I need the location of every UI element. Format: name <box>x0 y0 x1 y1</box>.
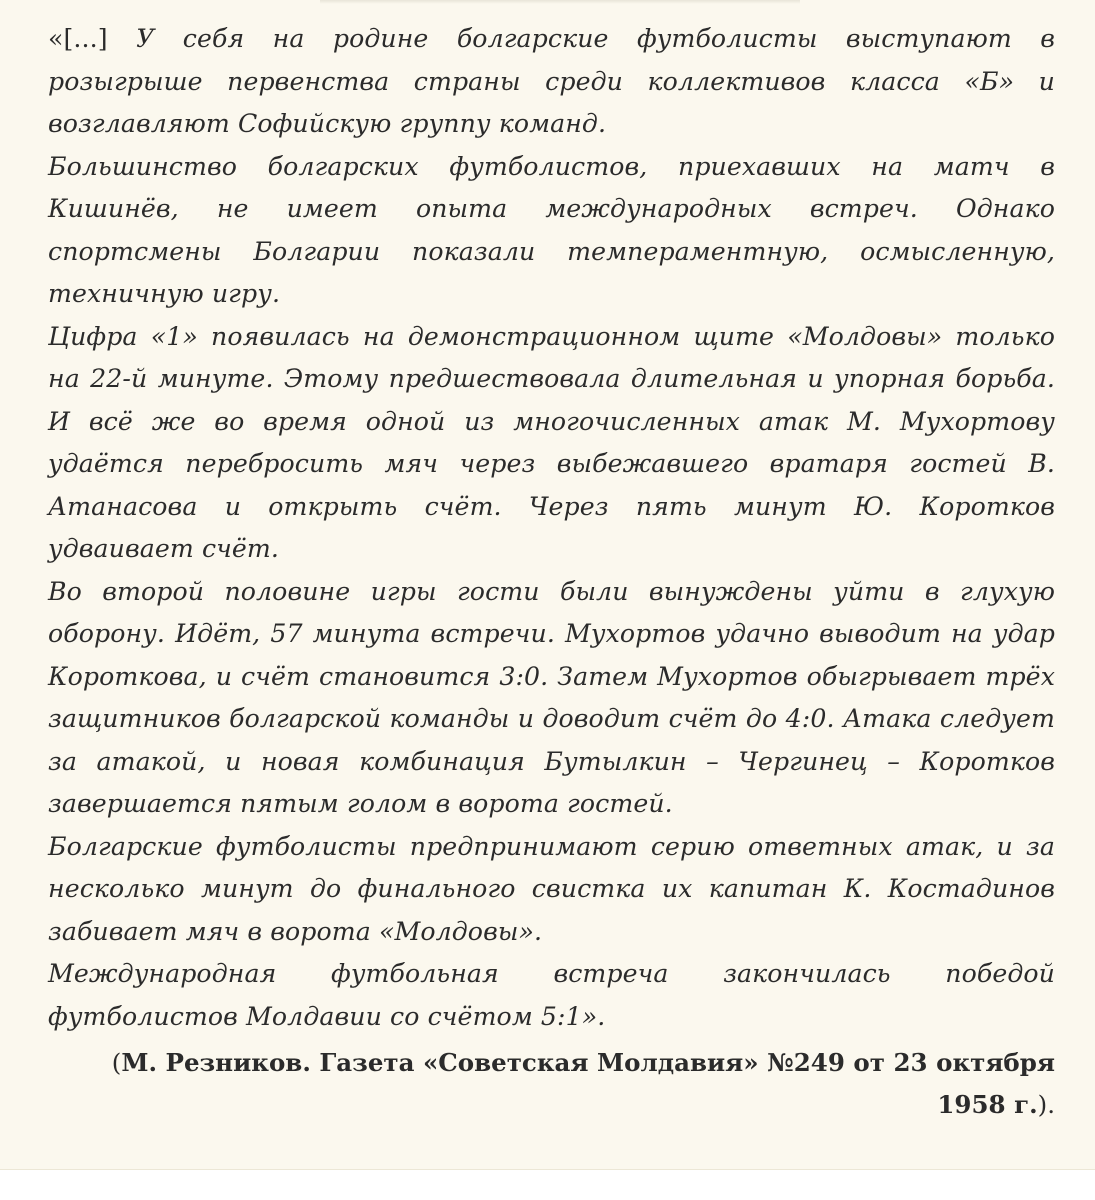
open-bracket: «[...] <box>48 24 108 53</box>
paragraph-4: Во второй половине игры гости были вынуждены уйти в глухую оборону. Идёт, 57 минута встречи. Мухортов удачно выводит на удар Короткова, и счёт становится 3:0. Затем Мухортов обыгрывает трёх защитников болгарской команды и доводит счёт до 4:0. Атака следует за атакой, и новая комбинация Бутылкин – Чергинец – Коротков завершается пятым голом в ворота гостей. <box>48 576 1055 818</box>
source-citation <box>48 1042 1055 1126</box>
source-open-paren: ( <box>111 1048 122 1077</box>
paragraph-1-text: У себя на родине болгарские футболисты выступают в розыгрыше первенства страны среди коллективов класса «Б» и возглавляют Софийскую группу команд. <box>48 24 1055 138</box>
paragraph-6: Международная футбольная встреча закончилась победой футболистов Молдавии со счётом 5:1». <box>48 959 1055 1031</box>
source-close-paren: ). <box>1037 1090 1055 1119</box>
paragraph-5: Болгарские футболисты предпринимают серию ответных атак, и за несколько минут до финального свистка их капитан К. Костадинов забивает мяч в ворота «Молдовы». <box>48 831 1055 946</box>
source-text: М. Резников. Газета «Советская Молдавия» №249 от 23 октября 1958 г. <box>121 1048 1055 1119</box>
article-quote <box>48 18 1055 1038</box>
paragraph-1 <box>48 18 1055 146</box>
paragraph-2: Большинство болгарских футболистов, приехавших на матч в Кишинёв, не имеет опыта международных встреч. Однако спортсмены Болгарии показали темпераментную, осмысленную, техничную игру. <box>48 151 1055 308</box>
top-shadow <box>320 0 800 4</box>
paragraph-3: Цифра «1» появилась на демонстрационном щите «Молдовы» только на 22-й минуте. Этому предшествовала длительная и упорная борьба. И всё же во время одной из многочисленных атак М. Мухортову удаётся перебросить мяч через выбежавшего вратаря гостей В. Атанасова и открыть счёт. Через пять минут Ю. Коротков удваивает счёт. <box>48 321 1055 563</box>
